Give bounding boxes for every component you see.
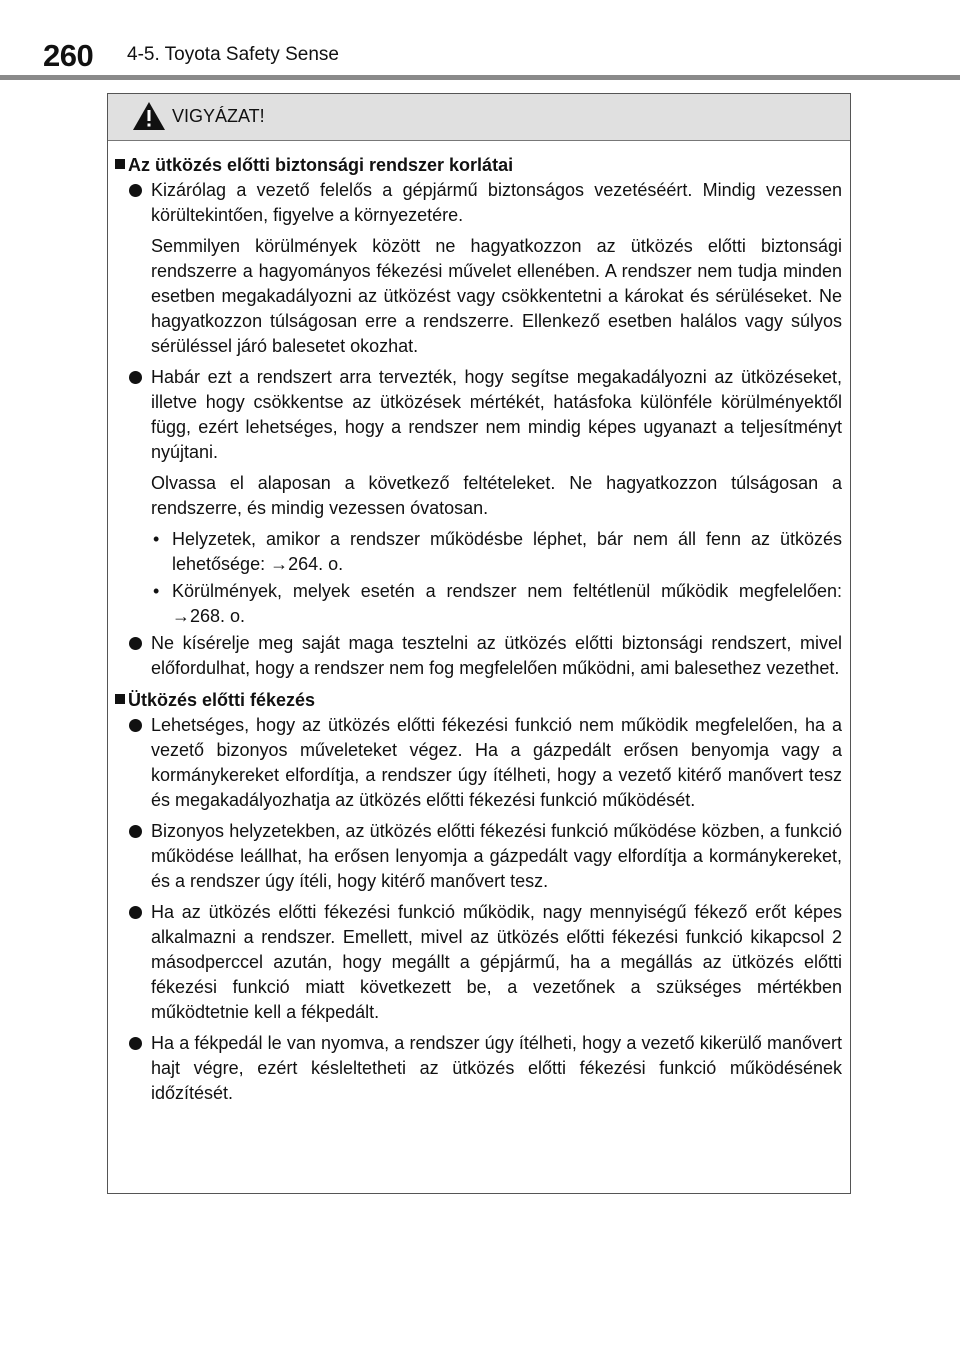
section-heading-text: Az ütközés előtti biztonsági rendszer korlátai bbox=[128, 155, 514, 175]
list-item-text: Lehetséges, hogy az ütközés előtti fékezési funkció nem működik megfelelően, ha a vezető bizonyos műveleteket végez. Ha a gázpedált erősen benyomja vagy a kormánykereket elfordítja, a rendszer úgy ítélheti, hogy a vezető kitérő manővert tesz és megakadályozhatja az ütközés előtti fékezési funkció működését. bbox=[151, 715, 842, 810]
circle-bullet-icon bbox=[129, 637, 142, 650]
sub-item bbox=[108, 527, 852, 577]
square-bullet-icon bbox=[115, 159, 125, 169]
list-item-text: Bizonyos helyzetekben, az ütközés előtti fékezési funkció működése közben, a funkció működése leállhat, ha erősen lenyomja a gázpedált vagy elfordítja a kormánykereket, és a rendszer úgy ítéli, hogy kitérő manővert tesz. bbox=[151, 821, 842, 891]
list-item-text: Habár ezt a rendszert arra tervezték, hogy segítse megakadályozni az ütközéseket, illetve hogy csökkentse az ütközések mértékét, hatásfoka különféle körülményektől függ, ezért lehetséges, hogy a rendszer nem mindig képes ugyanazt a teljesítményt nyújtani. bbox=[151, 367, 842, 462]
list-item bbox=[108, 900, 852, 1025]
sub-item-text: Helyzetek, amikor a rendszer működésbe léphet, bár nem áll fenn az ütközés lehetősége: →264. o. bbox=[172, 529, 842, 574]
section-heading-text: Ütközés előtti fékezés bbox=[128, 690, 316, 710]
list-item bbox=[108, 819, 852, 894]
list-item bbox=[108, 365, 852, 465]
paragraph: Olvassa el alaposan a következő feltételeket. Ne hagyatkozzon túlságosan a rendszerre, és mindig vezessen óvatosan. bbox=[151, 473, 842, 518]
circle-bullet-icon bbox=[129, 371, 142, 384]
list-item bbox=[108, 178, 852, 228]
list-item bbox=[108, 713, 852, 813]
paragraph: Semmilyen körülmények között ne hagyatkozzon az ütközés előtti biztonsági rendszerre a hagyományos fékezési művelet ellenében. A rendszer nem tudja minden esetben megakadályozni az ütközést vagy csökkentetni a károkat és sérüléseket. Ne hagyatkozzon túlságosan erre a rendszerre. Ellenkező esetben halálos vagy súlyos sérüléssel járó balesetet okozhat. bbox=[151, 236, 842, 356]
caution-header bbox=[108, 94, 850, 141]
sub-item bbox=[108, 579, 852, 629]
section-title: 4-5. Toyota Safety Sense bbox=[127, 44, 339, 65]
circle-bullet-icon bbox=[129, 1037, 142, 1050]
circle-bullet-icon bbox=[129, 184, 142, 197]
caution-title: VIGYÁZAT! bbox=[172, 106, 265, 126]
header-rule bbox=[0, 75, 960, 80]
list-item bbox=[108, 631, 852, 681]
square-bullet-icon bbox=[115, 694, 125, 704]
circle-bullet-icon bbox=[129, 825, 142, 838]
sub-bullet-icon: • bbox=[153, 529, 160, 549]
section-heading bbox=[108, 152, 852, 178]
page-number: 260 bbox=[43, 38, 94, 73]
section-heading bbox=[108, 687, 852, 713]
list-item-text: Kizárólag a vezető felelős a gépjármű biztonságos vezetéséért. Mindig vezessen körültekintően, figyelve a környezetére. bbox=[151, 180, 842, 225]
list-item-text: Ne kísérelje meg saját maga tesztelni az ütközés előtti biztonsági rendszert, mivel előfordulhat, hogy a rendszer nem fog megfelelően működni, ami balesethez vezethet. bbox=[151, 633, 842, 678]
caution-box bbox=[107, 93, 851, 1194]
list-item-text: Ha a fékpedál le van nyomva, a rendszer úgy ítélheti, hogy a vezető kikerülő manővert hajt végre, ezért késleltetheti az ütközés előtti fékezési funkció működésének időzítését. bbox=[151, 1033, 842, 1103]
sub-bullet-icon: • bbox=[153, 581, 160, 601]
warning-triangle-icon bbox=[132, 101, 166, 131]
list-item-text: Ha az ütközés előtti fékezési funkció működik, nagy mennyiségű fékező erőt képes alkalmazni a rendszer. Emellett, mivel az ütközés előtti fékezési funkció kikapcsol 2 másodperccel azután, hogy megállt a gépjármű, ha a megállás az ütközés előtti fékezési funkció miatt következett be, a vezetőnek a szükséges mértékben működtetnie kell a fékpedált. bbox=[151, 902, 842, 1022]
caution-content bbox=[108, 152, 852, 1112]
sub-item-text: Körülmények, melyek esetén a rendszer nem feltétlenül működik megfelelően: →268. o. bbox=[172, 581, 842, 626]
list-item bbox=[108, 1031, 852, 1106]
circle-bullet-icon bbox=[129, 906, 142, 919]
circle-bullet-icon bbox=[129, 719, 142, 732]
